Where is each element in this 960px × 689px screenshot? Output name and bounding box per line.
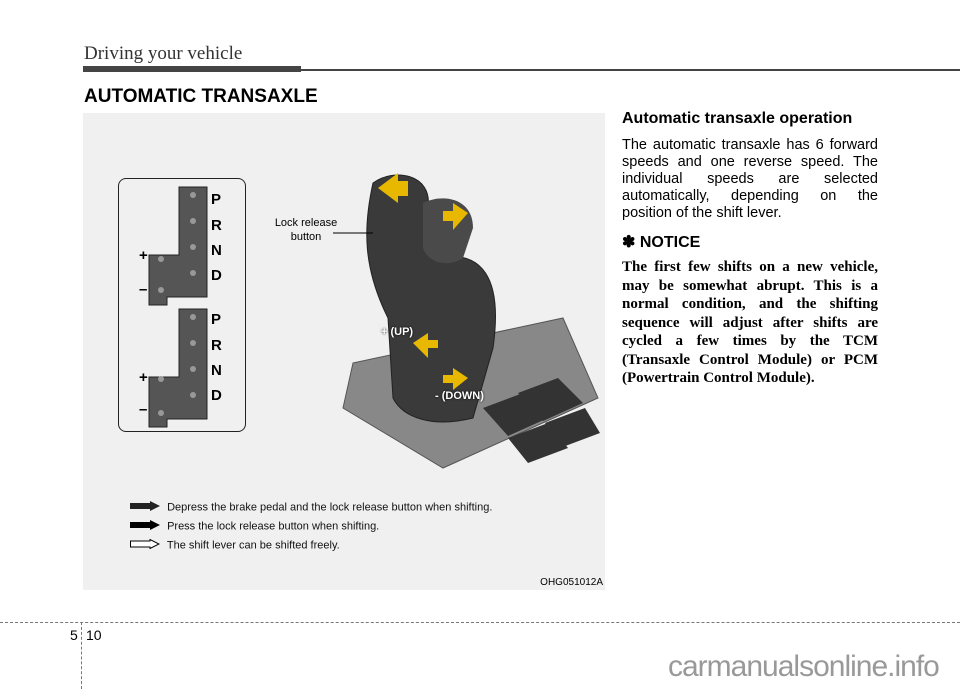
notice-text: The first few shifts on a new vehicle, may be somewhat abrupt. This is a normal condition, and the shifting sequence will adjust after shifts are cycled a few times by the TCM (Transaxle Control Module) or PCM (Powertrain Control Module). <box>622 259 878 386</box>
gate-label-n: N <box>211 242 222 259</box>
notice-heading: ✽ NOTICE <box>622 234 701 251</box>
down-label: - (DOWN) <box>435 390 484 402</box>
gate-label-r: R <box>211 337 222 354</box>
legend-text: Press the lock release button when shifting. <box>167 520 380 533</box>
shift-gate-diagram <box>118 178 246 432</box>
operation-text: The automatic transaxle has 6 forward speeds and one reverse speed. The individual speeds are selected automatically, depending on the position of the shift lever. <box>622 137 878 221</box>
legend-item <box>130 501 492 514</box>
shift-lever-figure <box>83 113 605 590</box>
up-label: + (UP) <box>381 326 414 338</box>
legend-item <box>130 520 379 533</box>
footer-divider <box>81 622 82 689</box>
gate-label-p: P <box>211 191 222 208</box>
minus-label: – <box>139 401 148 418</box>
page-title: AUTOMATIC TRANSAXLE <box>84 86 318 107</box>
hatched-arrow-icon <box>130 501 164 514</box>
shift-lever-illustration <box>333 168 603 473</box>
gate-label-d: D <box>211 387 222 404</box>
outline-arrow-icon <box>130 539 164 552</box>
solid-arrow-icon <box>130 520 164 533</box>
operation-heading: Automatic transaxle operation <box>622 110 853 127</box>
lock-release-label: Lock release button <box>274 217 338 243</box>
figure-code: OHG051012A <box>540 577 603 588</box>
header-rule-thick <box>83 66 301 72</box>
footer-rule <box>0 622 960 623</box>
page-number: 10 <box>86 627 102 643</box>
legend-text: Depress the brake pedal and the lock release button when shifting. <box>167 501 493 514</box>
plus-label: + <box>139 247 148 264</box>
section-header: Driving your vehicle <box>84 43 243 64</box>
chapter-number: 5 <box>70 627 78 643</box>
header-rule-thin <box>301 69 960 71</box>
shift-gate-icon <box>119 179 245 431</box>
legend-text: The shift lever can be shifted freely. <box>166 539 340 552</box>
gate-label-p: P <box>211 311 222 328</box>
watermark: carmanualsonline.info <box>668 650 939 683</box>
gate-label-n: N <box>211 362 222 379</box>
gate-label-d: D <box>211 267 222 284</box>
minus-label: – <box>139 281 148 298</box>
plus-label: + <box>139 369 148 386</box>
legend-item <box>130 539 340 552</box>
gate-label-r: R <box>211 217 222 234</box>
